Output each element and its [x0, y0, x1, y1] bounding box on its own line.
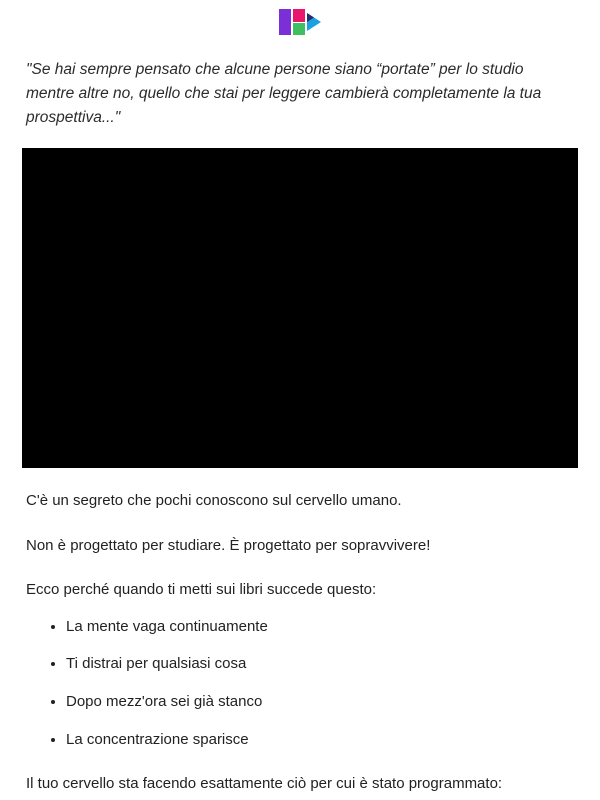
symptom-list: [26, 616, 574, 751]
paragraph-closing: Il tuo cervello sta facendo esattamente ciò per cui è stato programmato:: [26, 774, 503, 792]
brand-logo-icon[interactable]: [277, 7, 323, 42]
paragraph-3: Ecco perché quando ti metti sui libri succede questo:: [26, 581, 377, 599]
list-item: • La concentrazione sparisce: [66, 729, 574, 751]
header-logo-bar: [0, 0, 600, 44]
pull-quote: "Se hai sempre pensato che alcune persone siano “portate” per lo studio mentre altre no, quello che stai per leggere cambierà completamente la tua prospettiva...": [26, 61, 542, 127]
list-item: • La mente vaga continuamente: [66, 616, 574, 638]
video-placeholder[interactable]: [22, 148, 578, 468]
list-item: • Ti distrai per qualsiasi cosa: [66, 653, 574, 675]
list-item: • Dopo mezz'ora sei già stanco: [66, 691, 574, 713]
article-body: [26, 490, 574, 795]
paragraph-1: C'è un segreto che pochi conoscono sul cervello umano.: [26, 492, 402, 510]
paragraph-2: Non è progettato per studiare. È progettato per sopravvivere!: [26, 536, 431, 554]
